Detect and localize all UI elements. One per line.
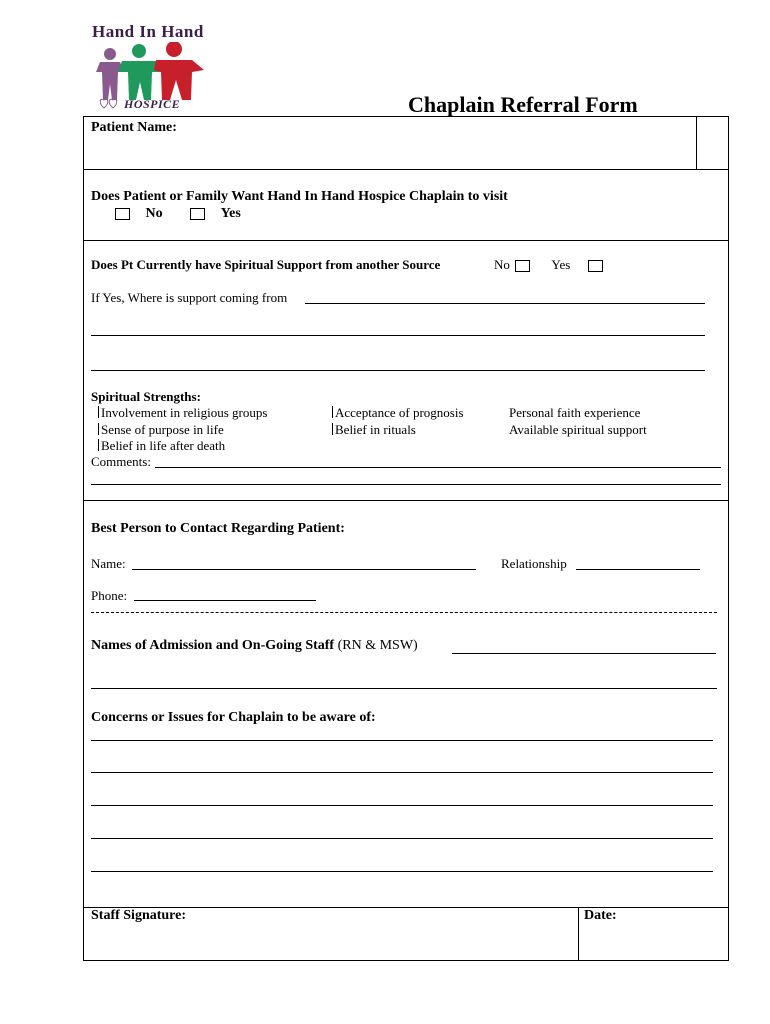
contact-heading: Best Person to Contact Regarding Patient: (91, 521, 345, 536)
contact-phone-line[interactable] (134, 600, 316, 601)
support-where-label: If Yes, Where is support coming from (91, 290, 288, 305)
staff-names-label: Names of Admission and On-Going Staff (91, 638, 335, 653)
contact-relationship-label: Relationship (501, 556, 567, 571)
support-where-line[interactable] (305, 303, 705, 304)
dashed-separator (91, 612, 717, 613)
visit-no-checkbox[interactable] (115, 208, 130, 220)
comments-line-2[interactable] (91, 484, 721, 485)
visit-question: Does Patient or Family Want Hand In Hand Hospice Chaplain to visit (91, 189, 508, 204)
divider-1 (83, 169, 729, 170)
support-line-3[interactable] (91, 370, 705, 371)
support-line-2[interactable] (91, 335, 705, 336)
strengths-label: Spiritual Strengths: (91, 389, 201, 404)
concerns-line[interactable] (91, 871, 713, 872)
logo-hospice-text: HOSPICE (124, 97, 181, 111)
concerns-line[interactable] (91, 772, 713, 773)
form-title: Chaplain Referral Form (408, 92, 638, 117)
support-question: Does Pt Currently have Spiritual Support from another Source (91, 257, 441, 272)
strength-item[interactable]: Belief in rituals (332, 422, 464, 439)
patient-name-side-box (696, 116, 697, 169)
logo (90, 20, 220, 115)
contact-phone-label: Phone: (91, 588, 128, 603)
visit-yes-label: Yes (220, 206, 241, 221)
strength-item[interactable]: Acceptance of prognosis (332, 405, 464, 422)
support-options (494, 257, 603, 273)
comments-line-1[interactable] (155, 467, 721, 468)
divider-2 (83, 240, 729, 241)
strengths-col-2 (332, 405, 464, 438)
strengths-col-1 (98, 405, 267, 455)
logo-brand-text: Hand In Hand (92, 22, 204, 41)
patient-name-field[interactable] (190, 118, 690, 166)
date-label: Date: (584, 908, 617, 923)
contact-relationship-line[interactable] (576, 569, 700, 570)
signature-date-divider (578, 907, 579, 961)
support-yes-label: Yes (551, 257, 571, 272)
strength-item[interactable]: Sense of purpose in life (98, 422, 267, 439)
staff-names-row (91, 638, 418, 654)
comments-label: Comments: (91, 454, 151, 469)
support-no-label: No (494, 257, 510, 272)
concerns-label: Concerns or Issues for Chaplain to be aware of: (91, 710, 376, 725)
strength-item[interactable]: Personal faith experience (509, 405, 641, 420)
staff-names-line-1[interactable] (452, 653, 716, 654)
support-no-checkbox[interactable] (515, 260, 530, 272)
support-yes-checkbox[interactable] (588, 260, 603, 272)
strength-item[interactable]: Belief in life after death (98, 438, 267, 455)
form-frame (83, 116, 729, 961)
signature-field[interactable] (84, 926, 576, 960)
concerns-line[interactable] (91, 740, 713, 741)
contact-name-line[interactable] (132, 569, 476, 570)
visit-options (115, 206, 241, 222)
staff-names-line-2[interactable] (91, 688, 717, 689)
concerns-line[interactable] (91, 805, 713, 806)
heart-icon (98, 96, 122, 110)
patient-name-label: Patient Name: (91, 120, 177, 135)
date-field[interactable] (580, 926, 726, 960)
visit-no-label: No (145, 206, 163, 221)
signature-label: Staff Signature: (91, 908, 187, 923)
staff-names-note: (RN & MSW) (337, 638, 418, 653)
strength-item[interactable]: Involvement in religious groups (98, 405, 267, 422)
logo-figures-icon (92, 42, 212, 104)
strengths-col-3 (509, 405, 647, 438)
visit-yes-checkbox[interactable] (190, 208, 205, 220)
contact-name-label: Name: (91, 556, 126, 571)
divider-3 (83, 500, 729, 501)
concerns-line[interactable] (91, 838, 713, 839)
strength-item[interactable]: Available spiritual support (509, 421, 647, 437)
